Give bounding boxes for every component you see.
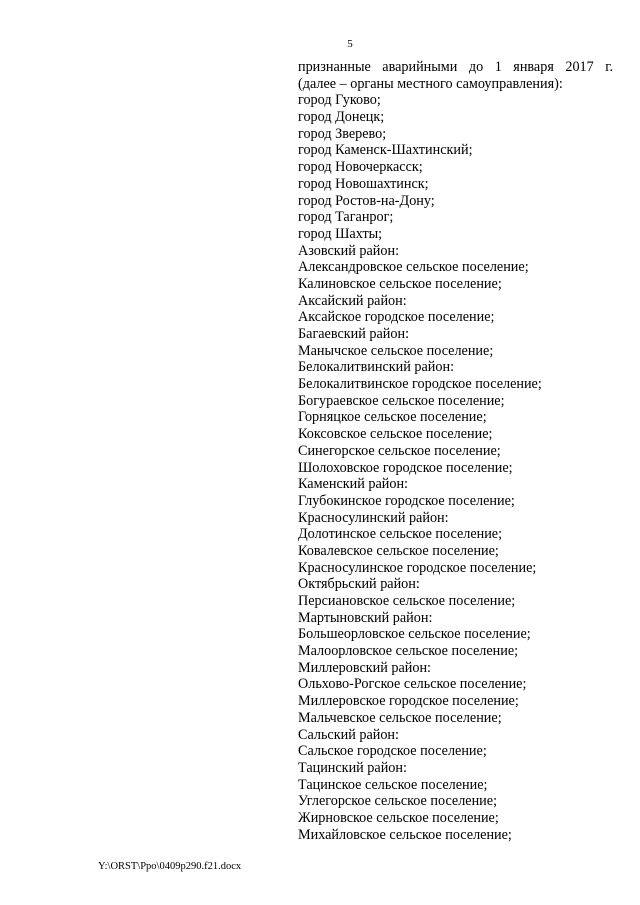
text-line: признанные аварийными до 1 января 2017 г.	[298, 59, 613, 75]
text-line: Долотинское сельское поселение;	[298, 526, 503, 543]
text-line: Глубокинское городское поселение;	[298, 492, 515, 509]
text-line: Михайловское сельское поселение;	[298, 826, 512, 843]
text-line: Тацинское сельское поселение;	[298, 776, 488, 793]
text-line: город Новочеркасск;	[298, 159, 423, 176]
text-line: Багаевский район:	[298, 326, 410, 342]
text-line: Богураевское сельское поселение;	[298, 392, 505, 409]
text-line: Сальское городское поселение;	[298, 743, 487, 760]
text-line: город Гуково;	[298, 92, 381, 109]
text-line: Углегорское сельское поселение;	[298, 793, 498, 810]
text-line: Красносулинский район:	[298, 509, 449, 526]
text-line: город Шахты;	[298, 225, 383, 242]
document-body	[298, 59, 613, 843]
text-line: Персиановское сельское поселение;	[298, 593, 516, 609]
text-line: Ольхово-Рогское сельское поселение;	[298, 676, 527, 693]
text-line: Мальчевское сельское поселение;	[298, 709, 502, 726]
text-line: Сальский район:	[298, 726, 399, 743]
text-line: Миллеровское городское поселение;	[298, 693, 519, 710]
text-line: Азовский район:	[298, 242, 400, 259]
text-line: город Донецк;	[298, 109, 385, 126]
text-line: город Ростов-на-Дону;	[298, 192, 435, 209]
text-line: Горняцкое сельское поселение;	[298, 409, 487, 426]
text-line: Шолоховское городское поселение;	[298, 459, 513, 476]
page-number: 5	[347, 38, 353, 50]
text-line: Аксайский район:	[298, 292, 407, 309]
text-line: Манычское сельское поселение;	[298, 342, 494, 359]
text-line: Тацинский район:	[298, 759, 407, 776]
text-line: Синегорское сельское поселение;	[298, 442, 501, 459]
text-line: Коксовское сельское поселение;	[298, 426, 493, 443]
text-line: Александровское сельское поселение;	[298, 259, 529, 276]
text-line: город Новошахтинск;	[298, 175, 429, 192]
text-line: город Каменск-Шахтинский;	[298, 142, 473, 159]
text-line: Белокалитвинское городское поселение;	[298, 376, 542, 393]
text-line: Аксайское городское поселение;	[298, 309, 495, 326]
text-line: Каменский район:	[298, 476, 408, 493]
text-line: Мартыновский район:	[298, 609, 433, 626]
text-line: Малоорловское сельское поселение;	[298, 643, 519, 660]
text-line: Ковалевское сельское поселение;	[298, 542, 499, 559]
text-line: Жирновское сельское поселение;	[298, 809, 499, 826]
text-line: Миллеровский район:	[298, 659, 432, 676]
text-line: Красносулинское городское поселение;	[298, 559, 537, 576]
text-line: город Таганрог;	[298, 209, 394, 226]
text-line: Белокалитвинский район:	[298, 359, 455, 376]
text-line: Октябрьский район:	[298, 576, 420, 593]
text-line: (далее – органы местного самоуправления):	[298, 75, 563, 92]
text-line: Большеорловское сельское поселение;	[298, 626, 531, 643]
text-line: город Зверево;	[298, 125, 387, 142]
footer-file-path: Y:\ORST\Ppo\0409p290.f21.docx	[98, 861, 242, 872]
text-line: Калиновское сельское поселение;	[298, 275, 502, 292]
